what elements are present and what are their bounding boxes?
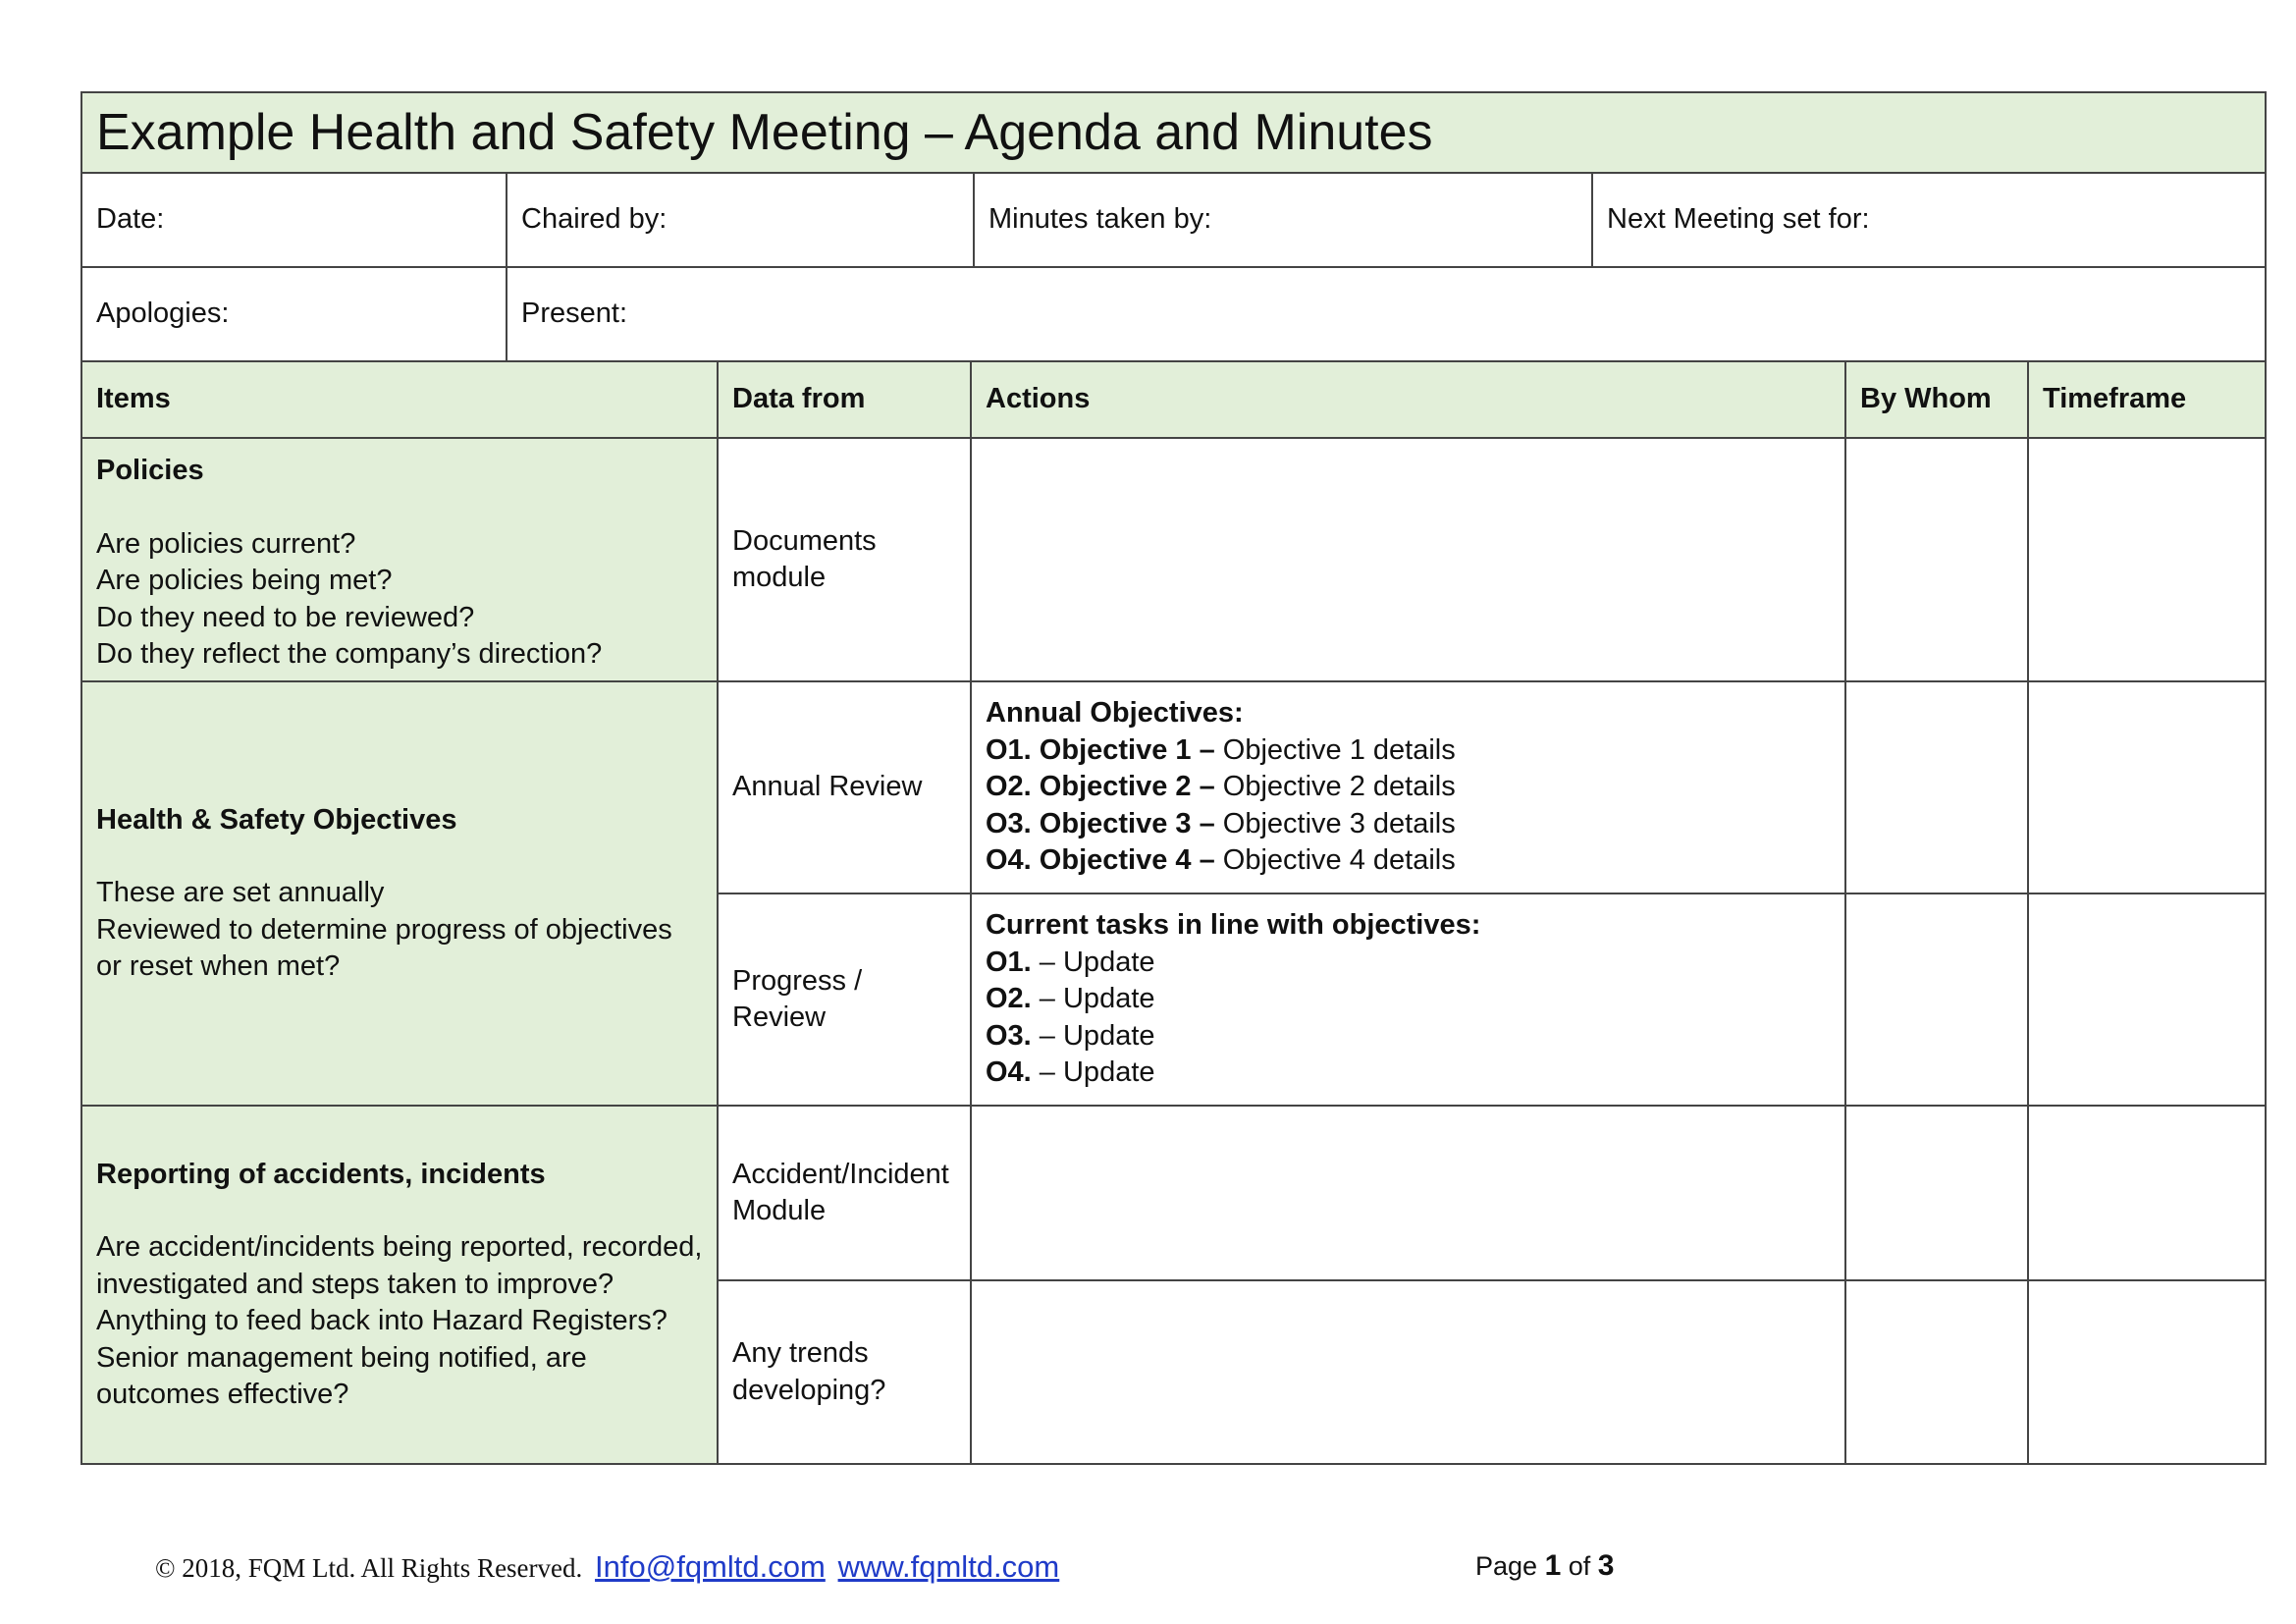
accident-module-data-from: Accident/Incident Module — [718, 1106, 971, 1280]
trends-timeframe — [2028, 1280, 2266, 1464]
policies-timeframe — [2028, 438, 2266, 681]
date-field: Date: — [81, 173, 507, 267]
agenda-document — [80, 91, 2265, 1465]
trends-actions — [971, 1280, 1845, 1464]
header-items: Items — [81, 361, 718, 438]
objective-row — [986, 806, 1831, 843]
policies-line: Do they reflect the company’s direction? — [96, 638, 603, 670]
progress-code: O1. — [986, 946, 1032, 978]
objective-code: O4. Objective 4 – — [986, 844, 1215, 877]
progress-timeframe — [2028, 893, 2266, 1106]
header-by-whom: By Whom — [1845, 361, 2028, 438]
reporting-heading: Reporting of accidents, incidents — [96, 1158, 546, 1190]
progress-text: – Update — [1031, 983, 1155, 1015]
progress-text: – Update — [1031, 946, 1155, 978]
document-title: Example Health and Safety Meeting – Agenda and Minutes — [81, 92, 2266, 173]
minutes-taken-field: Minutes taken by: — [974, 173, 1592, 267]
objective-row — [986, 769, 1831, 806]
reporting-line: Anything to feed back into Hazard Registers? — [96, 1305, 667, 1336]
policies-line: Are policies being met? — [96, 565, 393, 596]
objective-text: Objective 2 details — [1214, 771, 1456, 803]
annual-review-data-from: Annual Review — [718, 681, 971, 893]
progress-code: O2. — [986, 983, 1032, 1015]
objective-code: O2. Objective 2 – — [986, 771, 1215, 803]
progress-row — [986, 1018, 1831, 1056]
progress-actions — [971, 893, 1845, 1106]
progress-text: – Update — [1031, 1019, 1155, 1052]
items-table — [80, 360, 2267, 1465]
policies-by-whom — [1845, 438, 2028, 681]
objectives-item — [81, 681, 718, 1106]
objective-code: O1. Objective 1 – — [986, 733, 1215, 766]
policies-heading: Policies — [96, 455, 204, 486]
objective-text: Objective 3 details — [1214, 807, 1456, 839]
reporting-line: Senior management being notified, are outcomes effective? — [96, 1341, 587, 1410]
policies-line: Do they need to be reviewed? — [96, 601, 475, 633]
email-link[interactable]: Info@fqmltd.com — [595, 1549, 826, 1584]
accident-actions — [971, 1106, 1845, 1280]
accident-by-whom — [1845, 1106, 2028, 1280]
progress-by-whom — [1845, 893, 2028, 1106]
footer-copyright-line — [155, 1549, 1059, 1585]
objective-row — [986, 732, 1831, 770]
annual-timeframe — [2028, 681, 2266, 893]
policies-actions — [971, 438, 1845, 681]
present-field: Present: — [507, 267, 2266, 361]
page-number — [1475, 1549, 1614, 1583]
progress-review-data-from: Progress / Review — [718, 893, 971, 1106]
annual-objectives-title: Annual Objectives: — [986, 697, 1244, 730]
objective-text: Objective 1 details — [1214, 733, 1456, 766]
objective-code: O3. Objective 3 – — [986, 807, 1215, 839]
progress-title: Current tasks in line with objectives: — [986, 909, 1481, 942]
annual-by-whom — [1845, 681, 2028, 893]
next-meeting-field: Next Meeting set for: — [1592, 173, 2266, 267]
progress-code: O3. — [986, 1019, 1032, 1052]
annual-objectives-actions — [971, 681, 1845, 893]
accident-timeframe — [2028, 1106, 2266, 1280]
progress-row — [986, 981, 1831, 1018]
policies-line: Are policies current? — [96, 527, 356, 560]
policies-item — [81, 438, 718, 681]
copyright-text: © 2018, FQM Ltd. All Rights Reserved. — [155, 1553, 583, 1583]
header-timeframe: Timeframe — [2028, 361, 2266, 438]
page-current: 1 — [1544, 1549, 1562, 1582]
reporting-line: Are accident/incidents being reported, recorded, investigated and steps taken to improve? — [96, 1231, 703, 1300]
progress-row — [986, 1055, 1831, 1092]
apologies-field: Apologies: — [81, 267, 507, 361]
page-total: 3 — [1597, 1549, 1615, 1582]
reporting-item — [81, 1106, 718, 1464]
page-footer — [0, 1542, 2296, 1591]
objectives-heading: Health & Safety Objectives — [96, 803, 457, 836]
page-of: of — [1561, 1551, 1598, 1581]
trends-by-whom — [1845, 1280, 2028, 1464]
progress-text: – Update — [1031, 1056, 1155, 1089]
policies-data-from: Documents module — [718, 438, 971, 681]
objectives-line: These are set annually — [96, 877, 385, 908]
objective-row — [986, 842, 1831, 880]
agenda-table — [80, 91, 2267, 362]
progress-row — [986, 945, 1831, 982]
website-link[interactable]: www.fqmltd.com — [837, 1549, 1060, 1584]
trends-data-from: Any trends developing? — [718, 1280, 971, 1464]
chaired-by-field: Chaired by: — [507, 173, 974, 267]
objective-text: Objective 4 details — [1214, 844, 1456, 877]
header-actions: Actions — [971, 361, 1845, 438]
objectives-line: Reviewed to determine progress of objectives or reset when met? — [96, 913, 672, 982]
page-prefix: Page — [1475, 1551, 1545, 1581]
progress-code: O4. — [986, 1056, 1032, 1089]
header-data-from: Data from — [718, 361, 971, 438]
